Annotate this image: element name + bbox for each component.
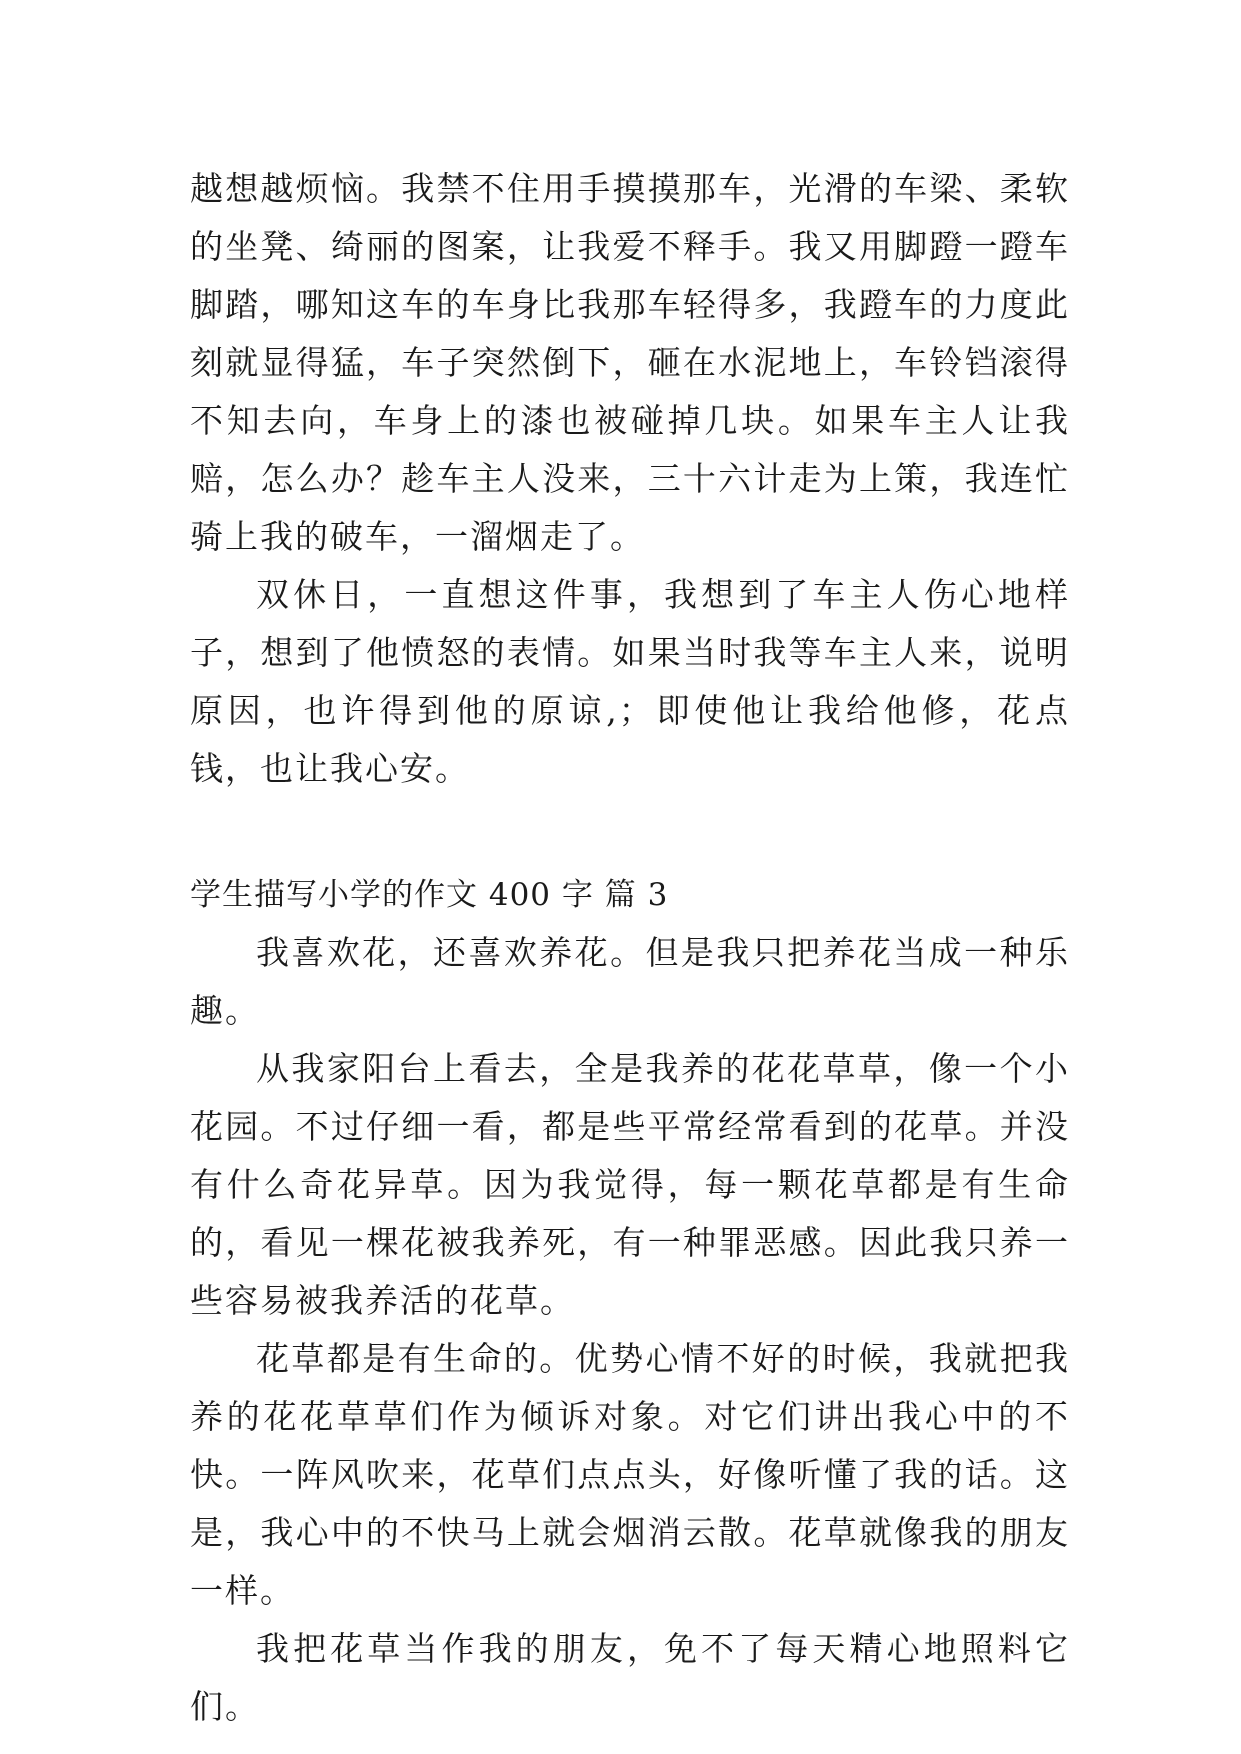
paragraph-3: 我喜欢花，还喜欢养花。但是我只把养花当成一种乐趣。	[190, 933, 1070, 1030]
paragraph-5: 花草都是有生命的。优势心情不好的时候，我就把我养的花花草草们作为倾诉对象。对它们讲出我心中的不快。一阵风吹来，花草们点点头，好像听懂了我的话。这是，我心中的不快马上就会烟消云散。花草就像我的朋友一样。	[190, 1339, 1070, 1610]
paragraph-6: 我把花草当作我的朋友，免不了每天精心地照料它们。	[190, 1629, 1070, 1726]
document-body	[190, 160, 1070, 1736]
paragraph-1: 越想越烦恼。我禁不住用手摸摸那车，光滑的车梁、柔软的坐凳、绮丽的图案，让我爱不释手。我又用脚蹬一蹬车脚踏，哪知这车的车身比我那车轻得多，我蹬车的力度此刻就显得猛，车子突然倒下，砸在水泥地上，车铃铛滚得不知去向，车身上的漆也被碰掉几块。如果车主人让我赔，怎么办？趁车主人没来，三十六计走为上策，我连忙骑上我的破车，一溜烟走了。	[190, 169, 1070, 556]
section-title: 学生描写小学的作文 400 字 篇 3	[190, 877, 669, 913]
paragraph-2: 双休日，一直想这件事，我想到了车主人伤心地样子，想到了他愤怒的表情。如果当时我等车主人来，说明原因，也许得到他的原谅,；即使他让我给他修，花点钱，也让我心安。	[190, 575, 1070, 788]
paragraph-4: 从我家阳台上看去，全是我养的花花草草，像一个小花园。不过仔细一看，都是些平常经常看到的花草。并没有什么奇花异草。因为我觉得，每一颗花草都是有生命的，看见一棵花被我养死，有一种罪恶感。因此我只养一些容易被我养活的花草。	[190, 1049, 1070, 1320]
